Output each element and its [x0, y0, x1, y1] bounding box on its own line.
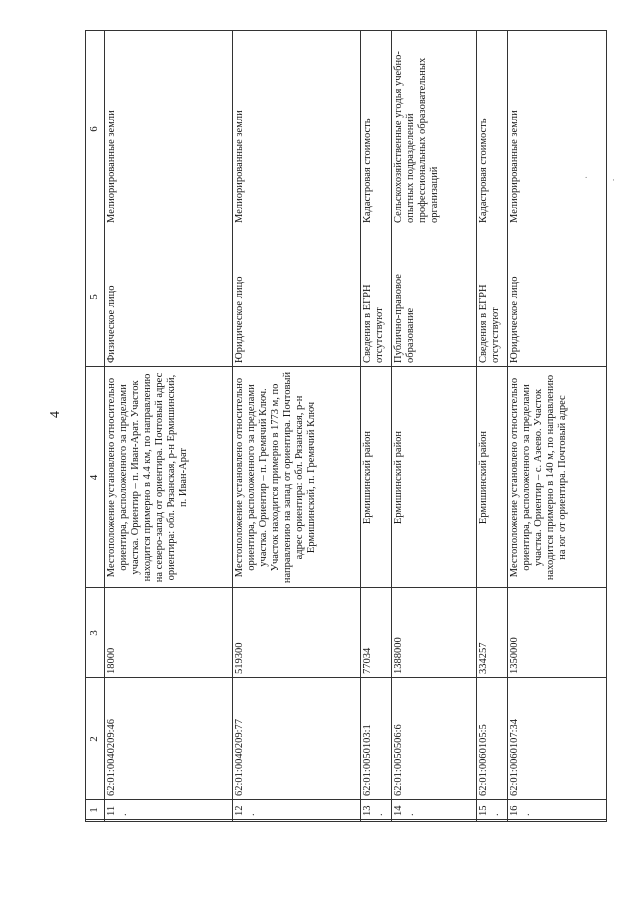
cell-area: 1388000 [393, 637, 404, 674]
cell-cadastral: 62:01:0050506:6 [393, 724, 404, 796]
cell-n: 14. [393, 805, 416, 816]
cell-location: Ермишинский район [393, 430, 404, 525]
cell-location: Ермишинский район [478, 430, 489, 525]
cell-owner: Юридическое лицо [509, 276, 520, 363]
cell-category: Мелиорированные земли [234, 110, 245, 223]
cell-location-cell [360, 367, 391, 588]
cell-n: 12. [234, 805, 257, 816]
cell-cadastral-cell [476, 678, 507, 800]
column-header: 5 [88, 294, 100, 300]
cell-area: 334257 [478, 642, 489, 674]
cell-location-cell [507, 367, 606, 588]
cell-owner-cell [104, 227, 232, 367]
cell-location-cell [232, 367, 360, 588]
cell-n: 13. [362, 805, 385, 816]
cell-owner: Физическое лицо [106, 285, 117, 363]
cell-location-cell [476, 367, 507, 588]
column-header: 4 [88, 474, 100, 481]
cell-location: Местоположение установлено относительно ориентира, расположенного за пределами участка. Ориентир – п. Иван-Арат. Участок находится примерно в 4.4 км, по направлению на северо-запад от ориентира. Почтовый адрес ориентира: обл. Рязанская, р-н Ермишинский, п. Иван-Арат [106, 372, 189, 583]
column-header-cell [86, 227, 104, 367]
scan-speck: . [585, 170, 588, 180]
cell-category-cell [104, 31, 232, 227]
table-row [360, 31, 392, 821]
cell-location-cell [104, 367, 232, 588]
cell-n: 15. [478, 805, 501, 816]
cell-n-cell [232, 800, 360, 820]
cell-n-cell [476, 800, 507, 820]
cell-category: Мелиорированные земли [106, 110, 117, 223]
cell-category: Кадастровая стоимость [478, 118, 489, 223]
cell-area-cell [360, 588, 391, 678]
cell-area: 77034 [362, 647, 373, 674]
cell-location: Местоположение установлено относительно ориентира, расположенного за пределами участка. Ориентир – с. Азеево. Участок находится примерно в 140 м, по направлению на юг от ориентира. Почтовый адрес [509, 374, 568, 581]
cell-location: Ермишинский район [362, 430, 373, 525]
table-row [507, 31, 606, 821]
cell-cadastral: 62:01:0060105:5 [478, 724, 489, 796]
cell-n-cell [104, 800, 232, 820]
cell-area: 18000 [106, 647, 117, 674]
table-row [232, 31, 361, 821]
column-header-cell [86, 367, 104, 588]
cell-category: Кадастровая стоимость [362, 118, 373, 223]
cell-owner: Юридическое лицо [234, 276, 245, 363]
cell-location: Местоположение установлено относительно ориентира, расположенного за пределами участка. Ориентир – п. Гремячий Ключ. Участок находится примерно в 1773 м, по направлению на запад от ориентира. Почтовый адрес ориентира: обл. Рязанская, р-н Ермишинский, п. Гремячий Ключ [234, 371, 317, 584]
cell-owner: Публично-правовое образование [393, 274, 416, 363]
cell-area-cell [476, 588, 507, 678]
cell-category-cell [391, 31, 476, 227]
column-header: 6 [88, 126, 100, 132]
cell-owner-cell [476, 227, 507, 367]
cell-location-cell [391, 367, 476, 588]
cell-category-cell [507, 31, 606, 227]
cell-category-cell [232, 31, 360, 227]
column-header: 2 [88, 736, 100, 742]
cell-cadastral-cell [391, 678, 476, 800]
cell-n: 16. [509, 805, 532, 816]
cell-cadastral-cell [507, 678, 606, 800]
cell-area-cell [507, 588, 606, 678]
cell-area-cell [104, 588, 232, 678]
cell-cadastral: 62:01:0060107:34 [509, 718, 520, 796]
column-header-cell [86, 678, 104, 800]
cell-owner-cell [360, 227, 391, 367]
column-header-cell [86, 800, 104, 820]
column-header: 1 [88, 807, 100, 813]
table-row [104, 31, 233, 821]
cell-owner-cell [391, 227, 476, 367]
cell-owner: Сведения в ЕГРН отсутствуют [478, 284, 501, 363]
cell-owner-cell [232, 227, 360, 367]
cell-area: 1350000 [509, 637, 520, 674]
cell-cadastral-cell [360, 678, 391, 800]
cell-area: 519300 [234, 642, 245, 674]
page-number: 4 [48, 411, 63, 418]
cell-cadastral-cell [104, 678, 232, 800]
land-plots-table [85, 30, 607, 822]
cell-category: Мелиорированные земли [509, 110, 520, 223]
table-row [391, 31, 477, 821]
cell-category: Сельскохозяйственные угодья учебно-опытных подразделений профессиональных образовательных организаций [393, 51, 440, 223]
cell-area-cell [391, 588, 476, 678]
cell-category-cell [476, 31, 507, 227]
column-header-cell [86, 588, 104, 678]
cell-cadastral: 62:01:0040209:46 [106, 718, 117, 796]
cell-owner-cell [507, 227, 606, 367]
cell-cadastral: 62:01:0050103:1 [362, 724, 373, 796]
column-header-cell [86, 31, 104, 227]
cell-n-cell [507, 800, 606, 820]
table-row [476, 31, 508, 821]
cell-owner: Сведения в ЕГРН отсутствуют [362, 284, 385, 363]
column-header: 3 [88, 630, 100, 636]
cell-n: 11. [106, 805, 129, 816]
cell-area-cell [232, 588, 360, 678]
cell-n-cell [391, 800, 476, 820]
cell-n-cell [360, 800, 391, 820]
scan-speck: · [612, 175, 615, 185]
cell-category-cell [360, 31, 391, 227]
cell-cadastral-cell [232, 678, 360, 800]
cell-cadastral: 62:01:0040209:77 [234, 718, 245, 796]
table-header-row [86, 31, 105, 821]
